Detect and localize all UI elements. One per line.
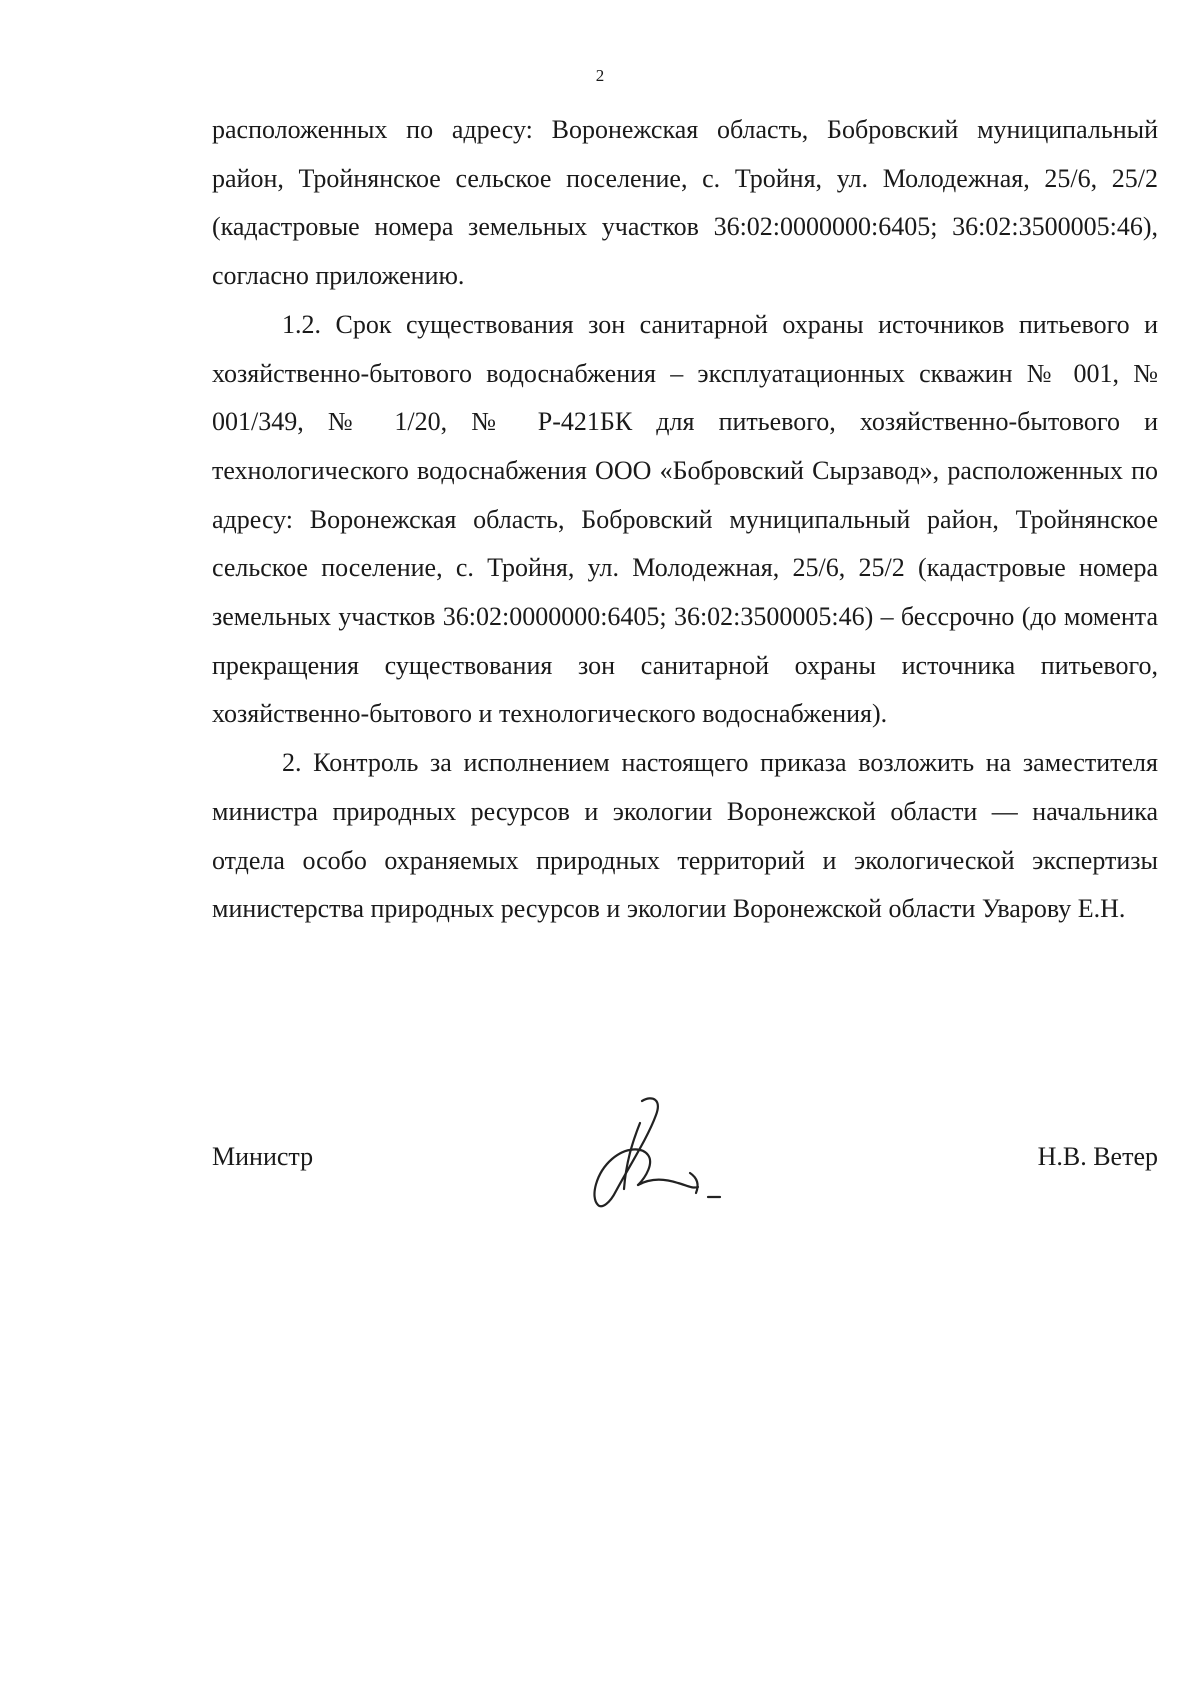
paragraph-continuation: расположенных по адресу: Воронежская область, Бобровский муниципальный район, Тройнянское сельское поселение, с. Тройня, ул. Молодежная, 25/6, 25/2 (кадастровые номера земельных участков 36:02:0000000:6405; 36:02:3500005:46), согласно приложению. — [212, 115, 1158, 291]
page-number: 2 — [595, 66, 605, 85]
paragraph-control: 2. Контроль за исполнением настоящего приказа возложить на заместителя министра природных ресурсов и экологии Воронежской области — начальника отдела особо охраняемых природных территорий и экологической экспертизы министерства природных ресурсов и экологии Воронежской области Уварову Е.Н. — [212, 748, 1158, 924]
signatory-name: Н.В. Ветер — [1037, 1142, 1158, 1171]
signature-block — [212, 1125, 1158, 1185]
signatory-title: Министр — [212, 1142, 314, 1171]
paragraph-term: 1.2. Срок существования зон санитарной охраны источников питьевого и хозяйственно-бытового водоснабжения – эксплуатационных скважин № 001, № 001/349, № 1/20, № Р-421БК для питьевого, хозяйственно-бытового и технологического водоснабжения ООО «Бобровский Сырзавод», расположенных по адресу: Воронежская область, Бобровский муниципальный район, Тройнянское сельское поселение, с. Тройня, ул. Молодежная, 25/6, 25/2 (кадастровые номера земельных участков 36:02:0000000:6405; 36:02:3500005:46) – бессрочно (до момента прекращения существования зон санитарной охраны источника питьевого, хозяйственно-бытового и технологического водоснабжения). — [212, 309, 1158, 729]
document-body — [212, 106, 1158, 934]
handwritten-signature — [582, 1093, 742, 1223]
